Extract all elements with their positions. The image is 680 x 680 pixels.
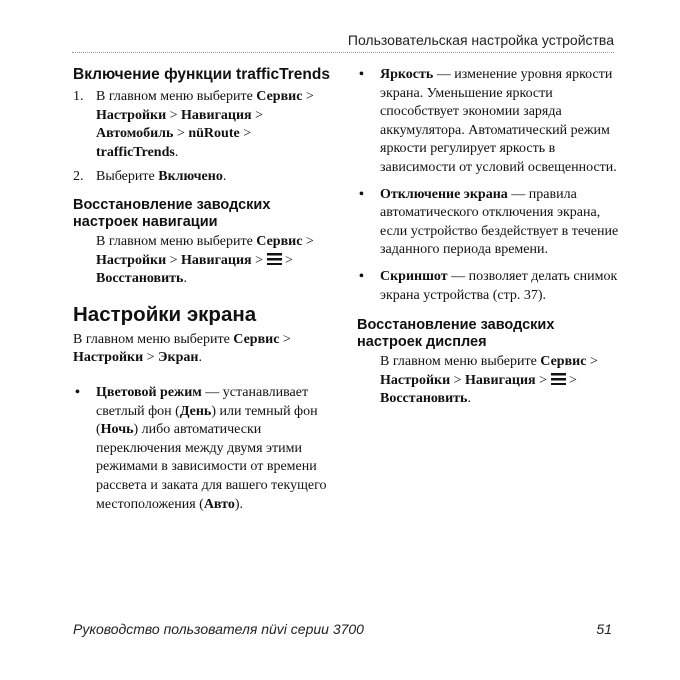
section-heading-reset-display: Восстановление заводских настроек дисплея bbox=[357, 317, 555, 351]
option-color-mode: Цветовой режим bbox=[96, 384, 202, 400]
separator: > bbox=[239, 126, 252, 142]
step-2 bbox=[73, 168, 335, 187]
bullet-icon: • bbox=[359, 67, 364, 82]
menu-path-settings: Настройки bbox=[96, 107, 167, 123]
menu-path-restore: Восстановить bbox=[380, 391, 468, 407]
bullet-icon: • bbox=[359, 268, 364, 284]
menu-path-navigation: Навигация bbox=[465, 372, 536, 388]
menu-path-service: Сервис bbox=[256, 89, 303, 104]
traffictrends-steps bbox=[73, 88, 335, 187]
menu-path-settings: Настройки bbox=[73, 350, 144, 366]
footer-manual-title: Руководство пользователя nüvi серии 3700 bbox=[73, 621, 364, 637]
right-column bbox=[357, 66, 619, 409]
screen-options-list-right bbox=[357, 66, 619, 305]
separator: > bbox=[450, 372, 466, 388]
text: ) либо автоматически переключения между двумя этими режимами в зависимости от времени рассвета и заката для вашего текущего местоположения ( bbox=[96, 422, 327, 512]
bullet-screen-off bbox=[357, 186, 619, 260]
separator: > bbox=[586, 354, 598, 370]
bullet-brightness bbox=[357, 66, 619, 178]
menu-path-nuroute: nüRoute bbox=[188, 126, 240, 142]
menu-path-navigation: Навигация bbox=[181, 252, 252, 268]
bullet-icon: • bbox=[75, 384, 80, 400]
text: В главном меню выберите bbox=[96, 233, 257, 249]
separator: > bbox=[302, 89, 314, 104]
separator: > bbox=[565, 372, 577, 388]
step-number: 2. bbox=[73, 169, 84, 185]
bullet-color-mode bbox=[73, 384, 335, 514]
menu-path-settings: Настройки bbox=[96, 252, 167, 268]
running-header: Пользовательская настройка устройства bbox=[347, 32, 614, 48]
section-heading-screen-settings: Настройки экрана bbox=[73, 302, 257, 326]
menu-path-settings: Настройки bbox=[380, 372, 451, 388]
text: — правила автоматического отключения экрана, если устройство бездействует в течение заданного периода времени. bbox=[380, 186, 619, 258]
text: Выберите bbox=[96, 169, 159, 185]
menu-path-service: Сервис bbox=[256, 233, 303, 249]
text: . bbox=[467, 391, 471, 407]
screen-options-list-left bbox=[73, 384, 335, 514]
text: . bbox=[222, 169, 227, 185]
menu-path-restore: Восстановить bbox=[96, 271, 184, 287]
text: ). bbox=[234, 496, 243, 512]
separator: > bbox=[251, 252, 267, 268]
text: — устанавливает светлый фон ( bbox=[96, 384, 309, 419]
text: В главном меню выберите bbox=[73, 331, 234, 347]
text: В главном меню выберите bbox=[380, 354, 541, 370]
text: — позволяет делать снимок экрана устройства (стр. 37). bbox=[380, 268, 618, 303]
separator: > bbox=[166, 252, 182, 268]
option-enabled: Включено bbox=[158, 169, 223, 185]
menu-path-automobile: Автомобиль bbox=[96, 126, 174, 142]
menu-path-navigation: Навигация bbox=[181, 107, 252, 123]
option-screenshot: Скриншот bbox=[380, 268, 448, 284]
bullet-screenshot bbox=[357, 268, 619, 305]
left-column bbox=[73, 66, 335, 522]
screen-settings-intro bbox=[73, 331, 335, 368]
separator: > bbox=[173, 126, 189, 142]
header-divider bbox=[72, 52, 614, 53]
step-number: 1. bbox=[73, 89, 84, 104]
menu-icon bbox=[551, 373, 566, 385]
separator: > bbox=[143, 350, 159, 366]
bullet-icon: • bbox=[359, 186, 364, 202]
text: . bbox=[183, 271, 187, 287]
separator: > bbox=[535, 372, 551, 388]
text: ) или темный фон ( bbox=[96, 403, 318, 438]
separator: > bbox=[302, 233, 314, 249]
separator: > bbox=[251, 107, 264, 123]
reset-display-instructions bbox=[357, 353, 619, 409]
menu-path-service: Сервис bbox=[233, 331, 280, 347]
menu-path-screen: Экран bbox=[158, 350, 199, 366]
page-number: 51 bbox=[596, 621, 612, 637]
menu-path-traffictrends: trafficTrends bbox=[96, 144, 175, 160]
option-day: День bbox=[179, 403, 212, 419]
option-brightness: Яркость bbox=[380, 67, 434, 82]
separator: > bbox=[281, 252, 293, 268]
text: В главном меню выберите bbox=[96, 89, 257, 104]
menu-icon bbox=[267, 253, 282, 265]
text: . bbox=[198, 350, 202, 366]
text: . bbox=[174, 144, 179, 160]
separator: > bbox=[166, 107, 182, 123]
section-heading-traffictrends: Включение функции trafficTrends bbox=[73, 66, 330, 83]
menu-path-service: Сервис bbox=[540, 354, 587, 370]
option-auto: Авто bbox=[203, 496, 235, 512]
step-1 bbox=[73, 88, 335, 162]
reset-navigation-instructions bbox=[73, 233, 335, 289]
option-night: Ночь bbox=[100, 422, 134, 438]
section-heading-reset-navigation: Восстановление заводских настроек навигации bbox=[73, 196, 271, 230]
option-screen-off: Отключение экрана bbox=[380, 186, 508, 202]
text: — изменение уровня яркости экрана. Уменьшение яркости способствует экономии заряда аккумулятора. Автоматический режим яркости регулирует яркость в зависимости от условий освещенности. bbox=[380, 67, 617, 175]
separator: > bbox=[279, 331, 291, 347]
